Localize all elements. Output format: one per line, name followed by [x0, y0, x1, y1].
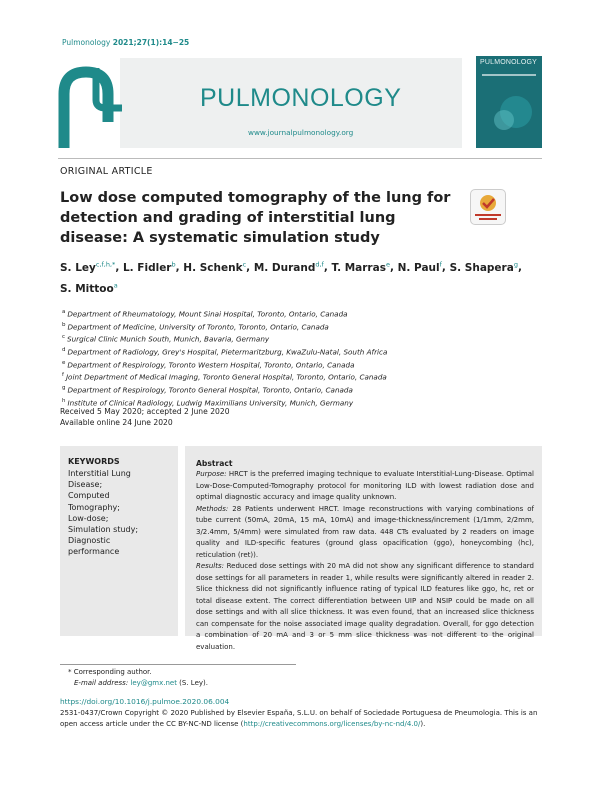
keyword-line: Disease;	[68, 480, 103, 490]
article-title: Low dose computed tomography of the lung for detection and grading of interstitial lung disease: A systematic simulation study	[60, 190, 451, 246]
journal-name: PULMONOLOGY	[200, 84, 402, 112]
keywords-list	[68, 468, 173, 558]
online-date: Available online 24 June 2020	[60, 418, 173, 427]
author[interactable]: S. Shapera$^g$	[449, 260, 518, 274]
cover-art	[476, 56, 542, 148]
email-link[interactable]: ley@gmx.net	[130, 678, 177, 687]
author-list: S. Ley$^{c,f,h,*}$, L. Fidler$^b$, H. Schenk$^c$, M. Durand$^{d,f}$, T. Marras$^e$, N. Paul$^f$, S. Shapera$^g$, S. Mittoo$^a$	[60, 260, 522, 295]
keyword-line: performance	[68, 547, 120, 557]
keyword-line: Simulation study;	[68, 525, 139, 535]
copyright-notice: 2531-0437/Crown Copyright © 2020 Published by Elsevier España, S.L.U. on behalf of Sociedade Portuguesa de Pneumologia. This is an open access article under the CC BY-NC-ND license (http://creativecommons.org/licenses/by-nc-nd/4.0/).	[60, 709, 538, 728]
journal-citation[interactable]	[62, 38, 189, 47]
affiliation-item: $^b$ Department of Medicine, University of Toronto, Toronto, Ontario, Canada	[62, 321, 329, 332]
footnote	[68, 667, 208, 688]
article-type: ORIGINAL ARTICLE	[60, 166, 153, 177]
license-link[interactable]: http://creativecommons.org/licenses/by-nc-nd/4.0/	[243, 719, 421, 728]
abstract-body	[196, 469, 534, 653]
author[interactable]: S. Mittoo$^a$	[60, 281, 118, 295]
author[interactable]: S. Ley$^{c,f,h,*}$	[60, 260, 116, 274]
abstract-purpose: Purpose: HRCT is the preferred imaging technique to evaluate Interstitial-Lung-Disease. Optimal Low-Dose-Computed-Tomography protocol for monitoring ILD with lowest radiation dose and optimal diagnostic accuracy and image quality unknown.	[196, 470, 534, 501]
author[interactable]: N. Paul$^f$	[397, 260, 442, 274]
abstract-results: Results: Reduced dose settings with 20 mA did not show any significant difference to standard dose settings for all parameters in reader 1, while results were significantly altered in reader 2. Slice thickness did not significantly influence rating of typical ILD features like ggo, hc, ret or total disease extent. The correct differentiation between UIP and NSIP could be made on all dose settings and with all slice thickness. It was even found, that an increased slice thickness can compensate for the noise associated image quality degradation. Overall, for ggo detection a combination of 20 mA and 3 or 5 mm slice thickness was not different to the original evaluation.	[196, 562, 534, 651]
citation-volume: 2021;27(1):14−25	[112, 38, 190, 47]
keywords-heading: KEYWORDS	[68, 457, 120, 466]
keyword-line: Tomography;	[68, 502, 120, 512]
author[interactable]: M. Durand$^{d,f}$	[253, 260, 324, 274]
author[interactable]: T. Marras$^e$	[331, 260, 390, 274]
affiliation-item: $^a$ Department of Rheumatology, Mount Sinai Hospital, Toronto, Ontario, Canada	[62, 309, 348, 319]
keyword-line: Interstitial Lung	[68, 469, 131, 478]
header-divider	[58, 158, 542, 159]
keyword-line: Low-dose;	[68, 513, 109, 523]
affiliation-item: $^c$ Surgical Clinic Munich South, Munich, Bavaria, Germany	[62, 334, 270, 344]
abstract-heading: Abstract	[196, 459, 233, 468]
affiliation-list	[62, 307, 532, 409]
keyword-line: Computed	[68, 491, 110, 501]
affiliation-item: $^d$ Department of Radiology, Grey's Hospital, Pietermaritzburg, KwaZulu-Natal, South Africa	[62, 347, 388, 357]
received-date: Received 5 May 2020; accepted 2 June 2020	[60, 407, 230, 416]
cover-title: PULMONOLOGY	[480, 59, 538, 66]
affiliation-item: $^h$ Institute of Clinical Radiology, Ludwig Maximilians University, Munich, Germany	[62, 397, 354, 408]
corresponding-author-note: * Corresponding author.	[68, 668, 152, 676]
citation-journal: Pulmonology	[62, 38, 111, 47]
journal-logo	[58, 64, 128, 150]
keyword-line: Diagnostic	[68, 536, 111, 546]
affiliation-item: $^f$ Joint Department of Medical Imaging, Toronto General Hospital, Toronto, Ontario, Canada	[62, 372, 387, 382]
footnote-divider	[60, 664, 296, 665]
doi-link[interactable]: https://doi.org/10.1016/j.pulmoe.2020.06.004	[60, 697, 230, 706]
article-dates	[60, 406, 230, 428]
journal-cover	[476, 56, 542, 148]
journal-url-link[interactable]: www.journalpulmonology.org	[248, 128, 354, 137]
author-email-line: E-mail address: ley@gmx.net (S. Ley).	[74, 678, 208, 687]
affiliation-item: $^e$ Department of Respirology, Toronto Western Hospital, Toronto, Ontario, Canada	[62, 359, 355, 370]
abstract-methods: Methods: 28 Patients underwent HRCT. Image reconstructions with varying combinations of tube current (50mA, 20mA, 15 mA, 10mA) and image-thickness/increment (1/1mm, 2/2mm, 3/2.4mm, 5/4mm) were simulated from raw data. 448 CTs evaluated by 2 readers on image quality and ILD-specific features (ground glass opacification (ggo), honeycombing (hc), reticulation (ret)).	[196, 504, 534, 559]
crossmark-icon	[471, 190, 505, 224]
author[interactable]: L. Fidler$^b$	[122, 260, 176, 274]
check-for-updates-button[interactable]	[470, 189, 506, 225]
affiliation-item: $^g$ Department of Respirology, Toronto General Hospital, Toronto, Ontario, Canada	[62, 385, 353, 395]
author[interactable]: H. Schenk$^c$	[183, 260, 247, 274]
